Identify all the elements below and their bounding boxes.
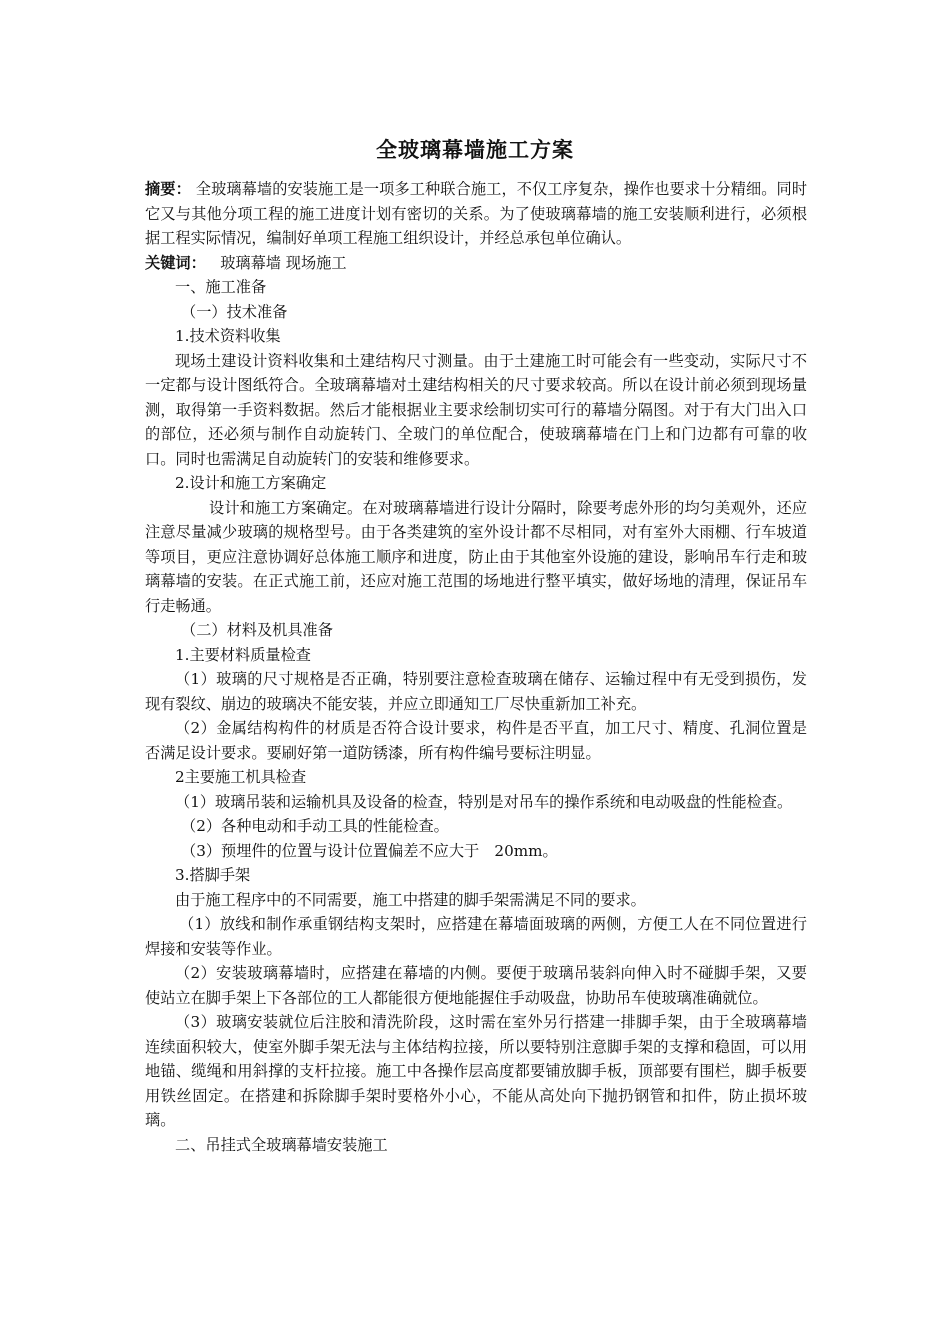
paragraph: 设计和施工方案确定。在对玻璃幕墙进行设计分隔时，除要考虑外形的均匀美观外，还应注意尽量减少玻璃的规格型号。由于各类建筑的室外设计都不尽相同，对有室外大雨棚、行车坡道等项目，更应注意协调好总体施工顺序和进度，防止由于其他室外设施的建设，影响吊车行走和玻璃幕墙的安装。在正式施工前，还应对施工范围的场地进行整平填实，做好场地的清理，保证吊车行走畅通。 bbox=[145, 498, 807, 615]
abstract-text: 全玻璃幕墙的安装施工是一项多工种联合施工，不仅工序复杂，操作也要求十分精细。同时它又与其他分项工程的施工进度计划有密切的关系。为了使玻璃幕墙的施工安装顺利进行，必须根据工程实际情况，编制好单项工程施工组织设计，并经总承包单位确认。 bbox=[145, 180, 808, 247]
paragraph: （1）放线和制作承重钢结构支架时，应搭建在幕墙面玻璃的两侧，方便工人在不同位置进行焊接和安装等作业。 bbox=[145, 915, 807, 958]
paragraph: （1）玻璃的尺寸规格是否正确，特别要注意检查玻璃在储存、运输过程中有无受到损伤，发现有裂纹、崩边的玻璃决不能安装，并应立即通知工厂尽快重新加工补充。 bbox=[145, 670, 807, 713]
abstract-label: 摘要： bbox=[145, 180, 191, 198]
paragraph: （2）各种电动和手动工具的性能检查。 bbox=[181, 817, 449, 835]
item-heading: 2.设计和施工方案确定 bbox=[175, 474, 327, 492]
paragraph: （2）金属结构构件的材质是否符合设计要求，构件是否平直，加工尺寸、精度、孔洞位置是否满足设计要求。要刷好第一道防锈漆，所有构件编号要标注明显。 bbox=[145, 719, 807, 762]
keywords-text: 玻璃幕墙 现场施工 bbox=[205, 253, 347, 272]
paragraph: （3）玻璃安装就位后注胶和清洗阶段，这时需在室外另行搭建一排脚手架，由于全玻璃幕墙连续面积较大，使室外脚手架无法与主体结构拉接，所以要特别注意脚手架的支撑和稳固，可以用地锚、缆绳和用斜撑的支杆拉接。施工中各操作层高度都要铺放脚手板，顶部要有围栏，脚手板要用铁丝固定。在搭建和拆除脚手架时要格外小心，不能从高处向下抛扔钢管和扣件，防止损坏玻璃。 bbox=[145, 1013, 807, 1129]
abstract bbox=[145, 177, 807, 251]
item-heading: 2主要施工机具检查 bbox=[175, 768, 307, 786]
document-title: 全玻璃幕墙施工方案 bbox=[376, 138, 574, 162]
item-heading: 3.搭脚手架 bbox=[175, 866, 251, 884]
paragraph: （2）安装玻璃幕墙时，应搭建在幕墙的内侧。要便于玻璃吊装斜向伸入时不碰脚手架，又要使站立在脚手架上下各部位的工人都能很方便地能握住手动吸盘，协助吊车使玻璃准确就位。 bbox=[145, 964, 807, 1007]
paragraph: （1）玻璃吊装和运输机具及设备的检查，特别是对吊车的操作系统和电动吸盘的性能检查。 bbox=[175, 792, 793, 811]
paragraph: （3）预埋件的位置与设计位置偏差不应大于 20mm。 bbox=[181, 841, 558, 860]
section-heading: 一、施工准备 bbox=[175, 278, 267, 296]
item-heading: 1.技术资料收集 bbox=[175, 327, 281, 345]
paragraph: 由于施工程序中的不同需要，施工中搭建的脚手架需满足不同的要求。 bbox=[175, 890, 646, 909]
subsection-heading: （二）材料及机具准备 bbox=[181, 621, 333, 639]
document-body bbox=[145, 177, 807, 1157]
paragraph: 现场土建设计资料收集和土建结构尺寸测量。由于土建施工时可能会有一些变动，实际尺寸不一定都与设计图纸符合。全玻璃幕墙对土建结构相关的尺寸要求较高。所以在设计前必须到现场量测，取得第一手资料数据。然后才能根据业主要求绘制切实可行的幕墙分隔图。对于有大门出入口的部位，还必须与制作自动旋转门、全玻门的单位配合，使玻璃幕墙在门上和门边都有可靠的收口。同时也需满足自动旋转门的安装和维修要求。 bbox=[145, 351, 807, 468]
subsection-heading: （一）技术准备 bbox=[181, 302, 288, 321]
keywords bbox=[145, 251, 807, 276]
item-heading: 1.主要材料质量检查 bbox=[175, 645, 311, 664]
section-heading: 二、吊挂式全玻璃幕墙安装施工 bbox=[175, 1135, 388, 1154]
keywords-label: 关键词： bbox=[145, 253, 206, 272]
